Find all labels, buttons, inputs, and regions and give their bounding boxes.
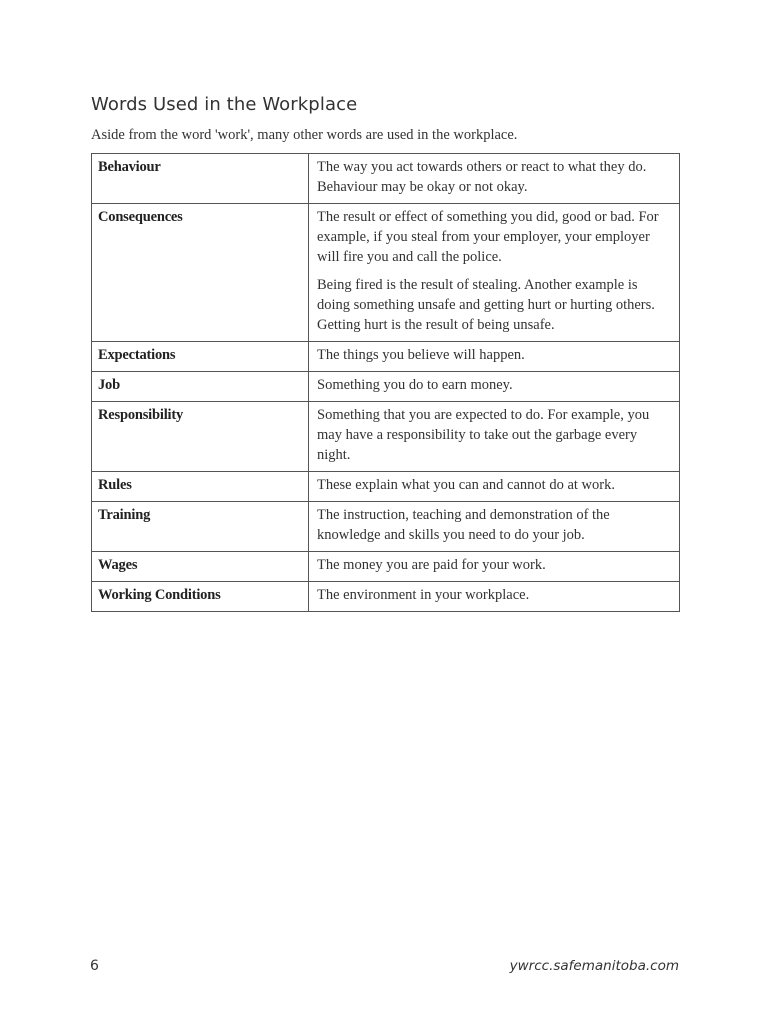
page-heading: Words Used in the Workplace — [91, 94, 358, 115]
definition-cell — [309, 372, 680, 402]
term-cell: Responsibility — [92, 402, 309, 472]
term-cell: Expectations — [92, 342, 309, 372]
table-row — [92, 154, 680, 204]
definition-text: The environment in your workplace. — [317, 587, 530, 603]
definition-cell — [309, 154, 680, 204]
definition-text: The money you are paid for your work. — [317, 557, 546, 573]
definition-text: The way you act towards others or react to what they do. Behaviour may be okay or not okay. — [317, 159, 647, 195]
table-row — [92, 402, 680, 472]
definition-text: Being fired is the result of stealing. Another example is doing something unsafe and getting hurt or hurting others. Getting hurt is the result of being unsafe. — [317, 277, 655, 333]
glossary-body — [92, 154, 680, 612]
definition-cell — [309, 502, 680, 552]
definition-text: These explain what you can and cannot do at work. — [317, 477, 615, 493]
term-cell: Job — [92, 372, 309, 402]
glossary-table — [91, 153, 680, 612]
term-cell: Working Conditions — [92, 582, 309, 612]
table-row — [92, 204, 680, 342]
definition-text: The result or effect of something you did, good or bad. For example, if you steal from your employer, your employer will fire you and call the police. — [317, 209, 659, 265]
definition-cell — [309, 472, 680, 502]
term-cell: Wages — [92, 552, 309, 582]
table-row — [92, 342, 680, 372]
definition-cell — [309, 582, 680, 612]
footer-site-url: ywrcc.safemanitoba.com — [509, 958, 679, 974]
table-row — [92, 582, 680, 612]
definition-text: The instruction, teaching and demonstration of the knowledge and skills you need to do your job. — [317, 507, 610, 543]
definition-text: The things you believe will happen. — [317, 347, 525, 363]
definition-text: Something that you are expected to do. For example, you may have a responsibility to take out the garbage every night. — [317, 407, 650, 463]
page-number: 6 — [90, 958, 99, 974]
table-row — [92, 502, 680, 552]
definition-cell — [309, 342, 680, 372]
table-row — [92, 472, 680, 502]
table-row — [92, 372, 680, 402]
term-cell: Consequences — [92, 204, 309, 342]
definition-text: Something you do to earn money. — [317, 377, 513, 393]
definition-cell — [309, 204, 680, 342]
definition-cell — [309, 402, 680, 472]
intro-text: Aside from the word 'work', many other words are used in the workplace. — [91, 127, 518, 143]
term-cell: Rules — [92, 472, 309, 502]
table-row — [92, 552, 680, 582]
term-cell: Training — [92, 502, 309, 552]
term-cell: Behaviour — [92, 154, 309, 204]
definition-cell — [309, 552, 680, 582]
